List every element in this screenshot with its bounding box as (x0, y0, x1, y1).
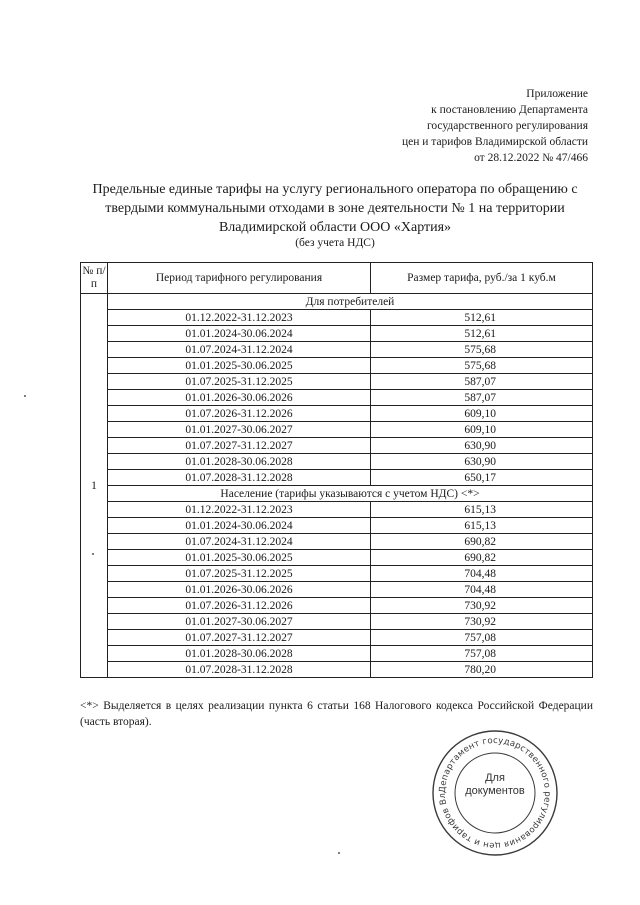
tariff-value-cell: 615,13 (371, 502, 593, 518)
tariff-value-cell: 780,20 (371, 662, 593, 678)
tariff-value-cell: 757,08 (371, 630, 593, 646)
period-cell: 01.01.2026-30.06.2026 (108, 390, 371, 406)
period-cell: 01.01.2025-30.06.2025 (108, 550, 371, 566)
tariff-value-cell: 575,68 (371, 358, 593, 374)
tariff-value-cell: 587,07 (371, 374, 593, 390)
section-heading-row (81, 486, 593, 502)
tariff-value-cell: 730,92 (371, 614, 593, 630)
period-cell: 01.01.2027-30.06.2027 (108, 614, 371, 630)
table-row (81, 406, 593, 422)
tariff-value-cell: 512,61 (371, 326, 593, 342)
period-cell: 01.12.2022-31.12.2023 (108, 502, 371, 518)
header-value: Размер тарифа, руб./за 1 куб.м (371, 263, 593, 294)
period-cell: 01.07.2025-31.12.2025 (108, 374, 371, 390)
period-cell: 01.12.2022-31.12.2023 (108, 310, 371, 326)
header-period: Период тарифного регулирования (108, 263, 371, 294)
table-row (81, 614, 593, 630)
tariff-value-cell: 587,07 (371, 390, 593, 406)
tariff-value-cell: 609,10 (371, 422, 593, 438)
table-row (81, 582, 593, 598)
tariff-value-cell: 690,82 (371, 534, 593, 550)
period-cell: 01.07.2028-31.12.2028 (108, 470, 371, 486)
table-row (81, 566, 593, 582)
period-cell: 01.01.2025-30.06.2025 (108, 358, 371, 374)
title-line: Владимирской области ООО «Хартия» (218, 220, 452, 235)
period-cell: 01.01.2026-30.06.2026 (108, 582, 371, 598)
period-cell: 01.07.2024-31.12.2024 (108, 534, 371, 550)
title-line: Предельные единые тарифы на услугу регионального оператора по обращению с (92, 182, 578, 197)
vat-note: (без учета НДС) (295, 237, 375, 249)
period-cell: 01.01.2027-30.06.2027 (108, 422, 371, 438)
period-cell: 01.01.2024-30.06.2024 (108, 518, 371, 534)
period-cell: 01.01.2024-30.06.2024 (108, 326, 371, 342)
header-number: № п/п (81, 263, 108, 294)
section-heading-row (81, 294, 593, 310)
table-row (81, 662, 593, 678)
table-row (81, 550, 593, 566)
tariff-table (80, 262, 593, 678)
section-heading: Население (тарифы указываются с учетом НДС) <*> (108, 486, 593, 502)
document-title (60, 180, 610, 237)
tariff-value-cell: 730,92 (371, 598, 593, 614)
row-number-cell: 1 (81, 294, 108, 678)
appendix-line: государственного регулирования (426, 120, 588, 132)
table-row (81, 518, 593, 534)
stamp-center-line: документов (465, 785, 525, 797)
section-heading: Для потребителей (108, 294, 593, 310)
period-cell: 01.07.2027-31.12.2027 (108, 630, 371, 646)
period-cell: 01.07.2027-31.12.2027 (108, 438, 371, 454)
stamp-center-text (430, 772, 560, 798)
tariff-value-cell: 512,61 (371, 310, 593, 326)
tariff-value-cell: 650,17 (371, 470, 593, 486)
stamp-ring-text: Департамент государственного регулирования цен и тарифов Вл (437, 735, 553, 851)
table-row (81, 502, 593, 518)
tariff-value-cell: 704,48 (371, 566, 593, 582)
tariff-value-cell: 630,90 (371, 438, 593, 454)
stamp-center-line: Для (485, 772, 505, 784)
table-row (81, 470, 593, 486)
stamp (430, 728, 560, 858)
table-row (81, 438, 593, 454)
tariff-value-cell: 757,08 (371, 646, 593, 662)
tariff-value-cell: 609,10 (371, 406, 593, 422)
tariff-value-cell: 704,48 (371, 582, 593, 598)
tariff-value-cell: 615,13 (371, 518, 593, 534)
appendix-line: Приложение (526, 88, 588, 100)
table-header-row (81, 263, 593, 294)
scan-speck (24, 395, 26, 397)
tariff-value-cell: 690,82 (371, 550, 593, 566)
table-row (81, 646, 593, 662)
table-row (81, 422, 593, 438)
table-row (81, 358, 593, 374)
table-row (81, 390, 593, 406)
title-line: твердыми коммунальными отходами в зоне деятельности № 1 на территории (105, 201, 565, 216)
period-cell: 01.01.2028-30.06.2028 (108, 454, 371, 470)
appendix-line: от 28.12.2022 № 47/466 (474, 152, 588, 164)
period-cell: 01.01.2028-30.06.2028 (108, 646, 371, 662)
period-cell: 01.07.2028-31.12.2028 (108, 662, 371, 678)
tariff-table-body (81, 294, 593, 678)
table-row (81, 374, 593, 390)
tariff-value-cell: 575,68 (371, 342, 593, 358)
scan-speck (338, 852, 340, 854)
table-row (81, 342, 593, 358)
table-row (81, 598, 593, 614)
table-row (81, 454, 593, 470)
table-row (81, 326, 593, 342)
table-row (81, 630, 593, 646)
appendix-line: цен и тарифов Владимирской области (401, 136, 588, 148)
table-row (81, 310, 593, 326)
footnote: <*> Выделяется в целях реализации пункта 6 статьи 168 Налогового кодекса Российской Федерации (часть вторая). (80, 700, 593, 728)
appendix-block (328, 86, 588, 166)
period-cell: 01.07.2026-31.12.2026 (108, 406, 371, 422)
period-cell: 01.07.2026-31.12.2026 (108, 598, 371, 614)
table-row (81, 534, 593, 550)
tariff-value-cell: 630,90 (371, 454, 593, 470)
period-cell: 01.07.2024-31.12.2024 (108, 342, 371, 358)
appendix-line: к постановлению Департамента (431, 104, 588, 116)
scan-speck (92, 553, 94, 555)
period-cell: 01.07.2025-31.12.2025 (108, 566, 371, 582)
